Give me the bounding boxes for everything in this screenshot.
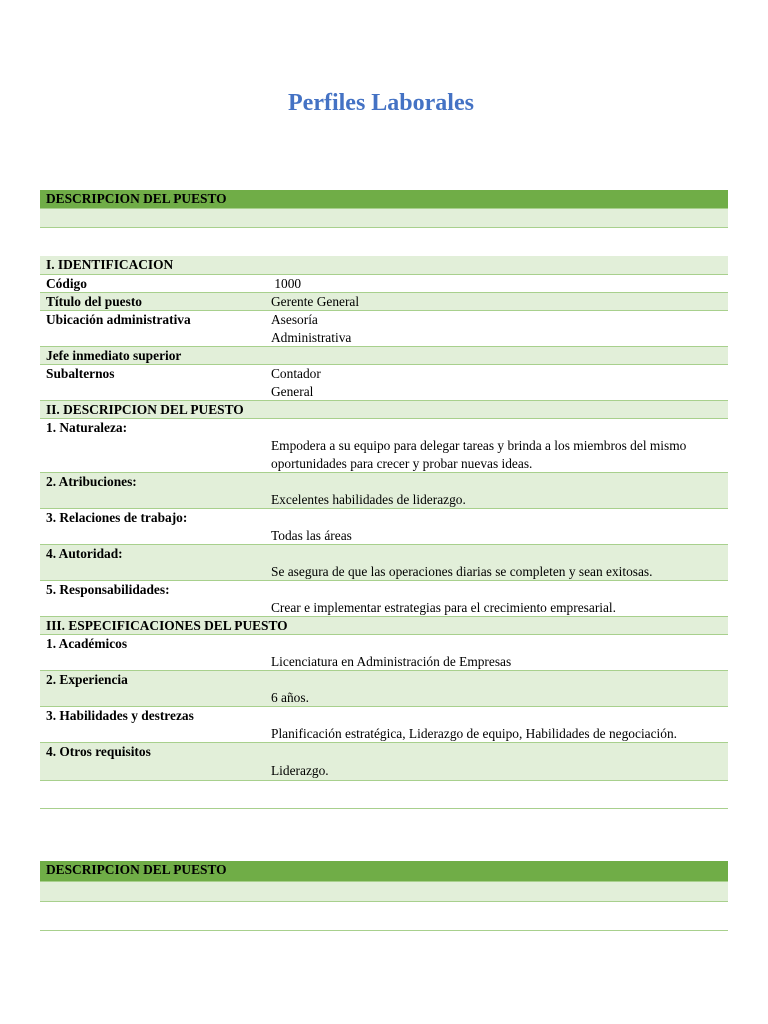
table-row bbox=[40, 671, 728, 707]
row-value-line: General bbox=[271, 384, 314, 399]
row-value: 6 años. bbox=[271, 690, 309, 705]
row-value bbox=[271, 365, 321, 401]
section-row-descripcion bbox=[40, 401, 728, 419]
table-row bbox=[40, 347, 728, 365]
table-header-row bbox=[40, 861, 728, 882]
row-value: Excelentes habilidades de liderazgo. bbox=[271, 492, 466, 507]
table-row bbox=[40, 275, 728, 293]
row-value-line: oportunidades para crecer y probar nuevas ideas. bbox=[271, 456, 533, 471]
page-title: Perfiles Laborales bbox=[288, 90, 474, 116]
section-label: I. IDENTIFICACION bbox=[46, 257, 174, 272]
description-header-table-top bbox=[40, 190, 728, 228]
section-label: II. DESCRIPCION DEL PUESTO bbox=[46, 402, 244, 417]
row-label: 1. Naturaleza: bbox=[46, 420, 128, 435]
row-label: 1. Académicos bbox=[46, 636, 128, 651]
section-row-identificacion bbox=[40, 256, 728, 275]
row-label: 3. Habilidades y destrezas bbox=[46, 708, 194, 723]
table-row bbox=[40, 581, 728, 617]
row-value-line: Contador bbox=[271, 366, 321, 381]
row-value: Planificación estratégica, Liderazgo de equipo, Habilidades de negociación. bbox=[271, 726, 678, 741]
table-row bbox=[40, 419, 728, 473]
row-label: Jefe inmediato superior bbox=[46, 348, 182, 363]
row-label: 2. Atribuciones: bbox=[46, 474, 137, 489]
row-label: Código bbox=[46, 276, 87, 291]
table-row bbox=[40, 707, 728, 743]
row-label: Título del puesto bbox=[46, 294, 142, 309]
row-value: Crear e implementar estrategias para el crecimiento empresarial. bbox=[271, 600, 617, 615]
profile-table bbox=[40, 256, 728, 809]
description-header-table-bottom bbox=[40, 861, 728, 931]
section-row-especificaciones bbox=[40, 617, 728, 635]
empty-row bbox=[40, 209, 728, 228]
table-row bbox=[40, 509, 728, 545]
row-label: Subalternos bbox=[46, 366, 115, 381]
table-row bbox=[40, 311, 728, 347]
empty-row bbox=[40, 781, 728, 809]
row-value: Se asegura de que las operaciones diarias se completen y sean exitosas. bbox=[271, 564, 653, 579]
empty-row bbox=[40, 882, 728, 902]
row-value-line: Asesoría bbox=[271, 312, 318, 327]
row-value-line: Administrativa bbox=[271, 330, 352, 345]
table-row bbox=[40, 635, 728, 671]
table-row bbox=[40, 473, 728, 509]
row-label: 4. Autoridad: bbox=[46, 546, 123, 561]
row-value: 1000 bbox=[271, 276, 302, 291]
table-row bbox=[40, 743, 728, 781]
row-value bbox=[271, 437, 686, 473]
row-value bbox=[271, 311, 351, 347]
row-value-line: Empodera a su equipo para delegar tareas y brinda a los miembros del mismo bbox=[271, 438, 687, 453]
row-label: Ubicación administrativa bbox=[46, 312, 191, 327]
table-header-label: DESCRIPCION DEL PUESTO bbox=[46, 862, 227, 877]
row-value: Gerente General bbox=[271, 294, 360, 309]
row-label: 5. Responsabilidades: bbox=[46, 582, 170, 597]
row-label: 2. Experiencia bbox=[46, 672, 128, 687]
row-label: 3. Relaciones de trabajo: bbox=[46, 510, 188, 525]
empty-row bbox=[40, 902, 728, 931]
table-row bbox=[40, 545, 728, 581]
table-row bbox=[40, 293, 728, 311]
table-header-label: DESCRIPCION DEL PUESTO bbox=[46, 191, 227, 206]
row-value: Todas las áreas bbox=[271, 528, 352, 543]
table-header-row bbox=[40, 190, 728, 209]
row-value: Liderazgo. bbox=[271, 763, 329, 778]
row-label: 4. Otros requisitos bbox=[46, 744, 151, 759]
section-label: III. ESPECIFICACIONES DEL PUESTO bbox=[46, 618, 288, 633]
row-value: Licenciatura en Administración de Empresas bbox=[271, 654, 512, 669]
table-row bbox=[40, 365, 728, 401]
